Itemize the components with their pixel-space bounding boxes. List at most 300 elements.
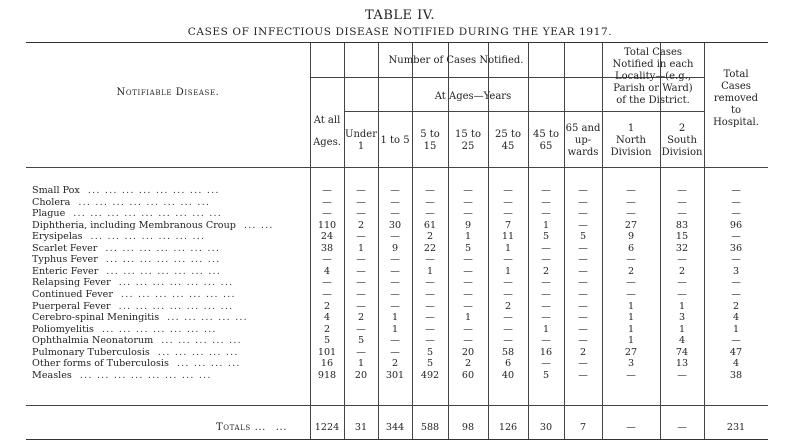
cell-north-division: 1 [627, 335, 635, 347]
cell-north-division: 6 [627, 242, 635, 254]
cell-age-25-to-45: 1 [504, 242, 512, 254]
cell-age-5-to-15: — [425, 300, 435, 312]
cell-age-15-to-25: — [463, 277, 473, 289]
cell-all-ages: 38 [320, 242, 334, 254]
header-line: Total [723, 69, 749, 80]
cell-under-1: 5 [357, 335, 365, 347]
totals-label [216, 422, 287, 434]
cell-age-15-to-25: 9 [464, 219, 472, 231]
disease-name-text: Cholera [32, 196, 71, 208]
cell-under-1: 1 [357, 358, 365, 370]
cell-north-division: — [626, 369, 636, 381]
cell-under-1: — [356, 265, 366, 277]
leader-dots: ... ... ... ... ... [167, 312, 248, 324]
cell-south-division: 74 [675, 346, 689, 358]
table-row [26, 277, 768, 289]
leader-dots: ... ... ... ... [176, 358, 241, 370]
cell-south-division: 1 [678, 300, 686, 312]
cell-age-1-to-5: — [390, 346, 400, 358]
disease-name-text: Plague [32, 208, 66, 220]
header-line: Under [345, 129, 377, 140]
disease-name [32, 266, 304, 278]
cell-age-25-to-45: — [503, 323, 513, 335]
cell-removed-to-hospital: 4 [732, 312, 740, 324]
cell-removed-to-hospital: — [731, 335, 741, 347]
cell-all-ages: 4 [323, 312, 331, 324]
cell-north-division: — [626, 208, 636, 220]
table-row [26, 266, 768, 278]
disease-name [32, 277, 304, 289]
cell-north-division: 1 [627, 323, 635, 335]
cell-under-1: — [356, 254, 366, 266]
table-row [26, 208, 768, 220]
cell-age-45-to-65: 5 [542, 231, 550, 243]
header-line: 2 [678, 123, 686, 134]
total-removed-to-hospital: 231 [726, 422, 746, 433]
header-notifiable-disease: Notifiable Disease. [116, 87, 220, 98]
cell-all-ages: 918 [317, 369, 337, 381]
cell-all-ages: — [322, 277, 332, 289]
cell-age-25-to-45: — [503, 335, 513, 347]
cell-age-1-to-5: — [390, 265, 400, 277]
cell-removed-to-hospital: — [731, 208, 741, 220]
total-age-5-to-15: 588 [420, 422, 440, 433]
header-15-to-25 [448, 129, 488, 153]
cell-under-1: — [356, 288, 366, 300]
cell-north-division: 3 [627, 358, 635, 370]
totals-row [26, 422, 768, 434]
leader-dots: ... ... ... ... ... ... ... ... [79, 369, 212, 381]
cell-south-division: — [677, 369, 687, 381]
cell-removed-to-hospital: — [731, 288, 741, 300]
cell-under-1: — [356, 196, 366, 208]
cell-age-5-to-15: — [425, 254, 435, 266]
table-row [26, 324, 768, 336]
cell-removed-to-hospital: 38 [729, 369, 743, 381]
cell-age-15-to-25: — [463, 335, 473, 347]
cell-all-ages: — [322, 254, 332, 266]
header-line: 5 to [420, 129, 440, 140]
cell-age-45-to-65: — [541, 185, 551, 196]
header-north-division [602, 123, 660, 159]
leader-dots: ... ... ... ... ... ... ... [106, 265, 222, 277]
cell-age-45-to-65: — [541, 335, 551, 347]
cell-under-1: 2 [357, 312, 365, 324]
cell-removed-to-hospital: 96 [729, 219, 743, 231]
header-line: North [615, 135, 646, 146]
cell-removed-to-hospital: — [731, 277, 741, 289]
cell-age-1-to-5: — [390, 231, 400, 243]
cell-age-65-up: — [578, 185, 588, 196]
cell-south-division: — [677, 277, 687, 289]
header-line: 25 [461, 141, 475, 152]
cell-removed-to-hospital: 4 [732, 358, 740, 370]
cell-south-division: — [677, 196, 687, 208]
cell-north-division: — [626, 288, 636, 300]
header-line: Parish or Ward) [613, 83, 693, 94]
leader-dots: ... ... ... ... ... ... ... [105, 242, 221, 254]
table-row [26, 185, 768, 197]
cell-age-1-to-5: 1 [391, 323, 399, 335]
cell-north-division: — [626, 185, 636, 196]
total-under-1: 31 [354, 422, 368, 433]
cell-age-1-to-5: 9 [391, 242, 399, 254]
table-subtitle: CASES OF INFECTIOUS DISEASE NOTIFIED DURING THE YEAR 1917. [187, 26, 613, 38]
cell-age-15-to-25: 1 [464, 231, 472, 243]
header-line: Division [610, 147, 652, 158]
header-south-division [660, 123, 704, 159]
cell-age-65-up: — [578, 277, 588, 289]
cell-age-1-to-5: — [390, 277, 400, 289]
cell-age-15-to-25: 20 [461, 346, 475, 358]
disease-name-text: Poliomyelitis [32, 323, 94, 335]
disease-name [32, 197, 304, 209]
cell-age-1-to-5: — [390, 196, 400, 208]
disease-name [32, 254, 304, 266]
header-1-to-5: 1 to 5 [380, 135, 410, 146]
cell-under-1: — [356, 323, 366, 335]
disease-name [32, 185, 304, 197]
cell-under-1: — [356, 185, 366, 196]
cell-age-5-to-15: 2 [426, 231, 434, 243]
total-age-15-to-25: 98 [461, 422, 475, 433]
header-line: 15 to [455, 129, 481, 140]
cell-age-25-to-45: 11 [501, 231, 515, 243]
table-row [26, 312, 768, 324]
cell-all-ages: 16 [320, 358, 334, 370]
total-south-division: — [677, 422, 687, 433]
header-line: of the District. [616, 95, 690, 106]
cell-age-15-to-25: — [463, 196, 473, 208]
cell-age-5-to-15: — [425, 185, 435, 196]
table-row [26, 197, 768, 209]
header-line: Hospital. [713, 117, 759, 128]
cell-age-5-to-15: — [425, 196, 435, 208]
cell-removed-to-hospital: 47 [729, 346, 743, 358]
cell-south-division: — [677, 254, 687, 266]
cell-south-division: 2 [678, 265, 686, 277]
cell-age-15-to-25: 60 [461, 369, 475, 381]
cell-age-1-to-5: 30 [388, 219, 402, 231]
cell-removed-to-hospital: 2 [732, 300, 740, 312]
cell-age-45-to-65: — [541, 312, 551, 324]
cell-removed-to-hospital: 36 [729, 242, 743, 254]
cell-removed-to-hospital: — [731, 196, 741, 208]
cell-age-5-to-15: — [425, 323, 435, 335]
header-locality [602, 47, 704, 107]
header-line: Cases [721, 81, 751, 92]
disease-name [32, 347, 304, 359]
header-cases-notified: Number of Cases Notified. [388, 55, 524, 66]
header-25-to-45 [488, 129, 528, 153]
cell-under-1: — [356, 346, 366, 358]
disease-name [32, 358, 304, 370]
cell-all-ages: — [322, 196, 332, 208]
cell-age-45-to-65: 16 [539, 346, 553, 358]
table-row [26, 220, 768, 232]
leader-dots: ... ... ... ... ... ... ... [118, 277, 234, 289]
disease-name-text: Scarlet Fever [32, 242, 98, 254]
cell-age-65-up: — [578, 323, 588, 335]
header-removed-to-hospital [704, 69, 768, 129]
table-row [26, 335, 768, 347]
leader-dots: ... ... ... ... ... [161, 335, 242, 347]
cell-age-5-to-15: 1 [426, 265, 434, 277]
disease-name-text: Typhus Fever [32, 254, 98, 266]
header-line: At all [313, 115, 341, 126]
cell-north-division: 27 [624, 346, 638, 358]
header-line: 45 [501, 141, 515, 152]
cell-age-45-to-65: — [541, 242, 551, 254]
cell-age-15-to-25: — [463, 288, 473, 300]
totals-label-text: Totals ... [216, 422, 266, 433]
disease-name-text: Other forms of Tuberculosis [32, 358, 169, 370]
cell-under-1: 2 [357, 219, 365, 231]
cell-south-division: 1 [678, 323, 686, 335]
disease-name-text: Relapsing Fever [32, 277, 111, 289]
leader-dots: ... ... ... ... ... ... ... [105, 254, 221, 266]
header-line: 45 to [533, 129, 559, 140]
leader-dots: ... ... [243, 219, 274, 231]
cell-all-ages: — [322, 288, 332, 300]
header-at-all-ages [310, 115, 344, 149]
cell-age-45-to-65: — [541, 288, 551, 300]
disease-name-text: Enteric Fever [32, 265, 99, 277]
leader-dots: ... ... ... ... ... [157, 346, 239, 358]
leader-dots: ... ... ... ... ... ... ... [101, 323, 217, 335]
cell-removed-to-hospital: — [731, 254, 741, 266]
table-row [26, 347, 768, 359]
cell-age-15-to-25: 2 [464, 358, 472, 370]
cell-south-division: 4 [678, 335, 686, 347]
table-row [26, 254, 768, 266]
totals-rule [26, 405, 768, 406]
cell-age-45-to-65: — [541, 358, 551, 370]
cell-north-division: 1 [627, 300, 635, 312]
cell-removed-to-hospital: 3 [732, 265, 740, 277]
disease-name [32, 312, 304, 324]
leader-dots: ... ... ... ... ... ... ... [90, 231, 206, 243]
disease-name [32, 324, 304, 336]
disease-name [32, 208, 304, 220]
cell-age-45-to-65: 5 [542, 369, 550, 381]
cell-age-45-to-65: — [541, 277, 551, 289]
cell-age-15-to-25: — [463, 185, 473, 196]
cell-north-division: — [626, 254, 636, 266]
total-age-45-to-65: 30 [539, 422, 553, 433]
cell-age-65-up: — [578, 312, 588, 324]
cell-age-25-to-45: 6 [504, 358, 512, 370]
cell-all-ages: 101 [317, 346, 337, 358]
total-all-ages: 1224 [314, 422, 340, 433]
cell-age-45-to-65: — [541, 196, 551, 208]
total-north-division: — [626, 422, 636, 433]
cell-all-ages: 5 [323, 335, 331, 347]
disease-name [32, 243, 304, 255]
cell-age-65-up: — [578, 242, 588, 254]
header-65-and-upwards [564, 123, 602, 159]
cell-north-division: — [626, 277, 636, 289]
cell-age-5-to-15: 5 [426, 346, 434, 358]
cell-age-45-to-65: 1 [542, 323, 550, 335]
table-row [26, 358, 768, 370]
cell-age-25-to-45: 58 [501, 346, 515, 358]
cell-age-15-to-25: — [463, 300, 473, 312]
cell-age-65-up: — [578, 358, 588, 370]
cell-age-25-to-45: — [503, 208, 513, 220]
cell-age-25-to-45: — [503, 288, 513, 300]
cell-all-ages: — [322, 185, 332, 196]
cell-under-1: — [356, 300, 366, 312]
cell-south-division: 32 [675, 242, 689, 254]
cell-age-65-up: — [578, 335, 588, 347]
cell-age-5-to-15: — [425, 277, 435, 289]
cell-age-65-up: — [578, 208, 588, 220]
cell-age-45-to-65: 1 [542, 219, 550, 231]
cell-age-65-up: — [578, 369, 588, 381]
header-line: 25 to [495, 129, 521, 140]
disease-name [32, 220, 304, 232]
cell-age-65-up: — [578, 265, 588, 277]
cell-age-25-to-45: — [503, 254, 513, 266]
cell-age-5-to-15: 492 [420, 369, 440, 381]
cell-age-65-up: — [578, 300, 588, 312]
infectious-disease-table [26, 42, 768, 440]
disease-name-text: Small Pox [32, 185, 80, 196]
cell-age-5-to-15: 5 [426, 358, 434, 370]
cell-north-division: 2 [627, 265, 635, 277]
cell-under-1: — [356, 277, 366, 289]
cell-age-5-to-15: 22 [423, 242, 437, 254]
cell-age-5-to-15: — [425, 335, 435, 347]
cell-age-25-to-45: — [503, 312, 513, 324]
disease-name-text: Diphtheria, including Membranous Croup [32, 219, 236, 231]
disease-name-text: Puerperal Fever [32, 300, 111, 312]
cell-age-65-up: — [578, 196, 588, 208]
cell-under-1: 1 [357, 242, 365, 254]
table-row [26, 231, 768, 243]
cell-south-division: — [677, 208, 687, 220]
cell-age-5-to-15: — [425, 208, 435, 220]
header-line: wards [567, 147, 599, 158]
cell-age-15-to-25: 5 [464, 242, 472, 254]
cell-age-1-to-5: — [390, 300, 400, 312]
header-line: Notified in each [612, 59, 694, 70]
cell-age-1-to-5: — [390, 335, 400, 347]
header-line: Locality—(e.g., [614, 71, 692, 82]
cell-age-15-to-25: — [463, 323, 473, 335]
cell-age-25-to-45: 40 [501, 369, 515, 381]
cell-age-1-to-5: — [390, 185, 400, 196]
cell-age-15-to-25: — [463, 208, 473, 220]
disease-name [32, 231, 304, 243]
cell-south-division: 13 [675, 358, 689, 370]
cell-removed-to-hospital: 1 [732, 323, 740, 335]
cell-age-45-to-65: — [541, 300, 551, 312]
cell-age-65-up: — [578, 254, 588, 266]
cell-age-25-to-45: — [503, 196, 513, 208]
cell-age-25-to-45: 2 [504, 300, 512, 312]
cell-age-15-to-25: — [463, 265, 473, 277]
cell-north-division: 27 [624, 219, 638, 231]
cell-south-division: — [677, 185, 687, 196]
cell-age-5-to-15: 61 [423, 219, 437, 231]
cell-age-1-to-5: 301 [385, 369, 405, 381]
table-row [26, 301, 768, 313]
header-rule [602, 111, 704, 112]
cell-south-division: 3 [678, 312, 686, 324]
cell-age-5-to-15: — [425, 312, 435, 324]
cell-all-ages: 2 [323, 300, 331, 312]
cell-south-division: — [677, 288, 687, 300]
table-row [26, 289, 768, 301]
cell-age-1-to-5: — [390, 208, 400, 220]
cell-age-45-to-65: 2 [542, 265, 550, 277]
total-age-25-to-45: 126 [498, 422, 518, 433]
header-line: 65 and [565, 123, 601, 134]
cell-all-ages: 2 [323, 323, 331, 335]
header-rule [344, 111, 602, 112]
cell-age-1-to-5: — [390, 288, 400, 300]
leader-dots: ... ... ... ... ... ... ... [120, 288, 236, 300]
cell-all-ages: — [322, 208, 332, 220]
cell-all-ages: 110 [317, 219, 337, 231]
table-title: TABLE IV. [364, 8, 436, 23]
cell-under-1: — [356, 208, 366, 220]
disease-name-text: Measles [32, 369, 72, 381]
disease-name-text: Pulmonary Tuberculosis [32, 346, 150, 358]
leader-dots: ... ... ... ... ... ... ... [118, 300, 234, 312]
header-line: Total Cases [623, 47, 683, 58]
cell-age-65-up: — [578, 288, 588, 300]
header-line: South [667, 135, 697, 146]
disease-name [32, 335, 304, 347]
cell-age-45-to-65: — [541, 208, 551, 220]
header-45-to-65 [528, 129, 564, 153]
header-line: to [730, 105, 742, 116]
cell-age-65-up: 2 [579, 346, 587, 358]
cell-removed-to-hospital: — [731, 231, 741, 243]
cell-north-division: 1 [627, 312, 635, 324]
cell-age-15-to-25: 1 [464, 312, 472, 324]
header-5-to-15 [412, 129, 448, 153]
cell-south-division: 83 [675, 219, 689, 231]
header-at-ages-years: At Ages—Years [434, 91, 512, 102]
cell-age-25-to-45: — [503, 185, 513, 196]
cell-removed-to-hospital: — [731, 185, 741, 196]
cell-age-5-to-15: — [425, 288, 435, 300]
table-row [26, 370, 768, 382]
header-line: 1 [357, 141, 365, 152]
cell-age-45-to-65: — [541, 254, 551, 266]
header-line: 15 [423, 141, 437, 152]
header-line: Ages. [313, 137, 341, 148]
disease-name [32, 289, 304, 301]
table-row [26, 243, 768, 255]
cell-all-ages: 24 [320, 231, 334, 243]
leader-dots: ... ... ... ... ... ... ... ... [87, 185, 220, 196]
cell-age-1-to-5: 2 [391, 358, 399, 370]
leader-dots: ... ... ... ... ... ... ... ... ... [73, 208, 222, 220]
cell-under-1: 20 [354, 369, 368, 381]
cell-age-1-to-5: — [390, 254, 400, 266]
cell-north-division: — [626, 196, 636, 208]
cell-north-division: 9 [627, 231, 635, 243]
total-age-65-up: 7 [579, 422, 587, 433]
header-line: 1 [627, 123, 635, 134]
cell-age-25-to-45: 7 [504, 219, 512, 231]
disease-name-text: Erysipelas [32, 231, 83, 243]
